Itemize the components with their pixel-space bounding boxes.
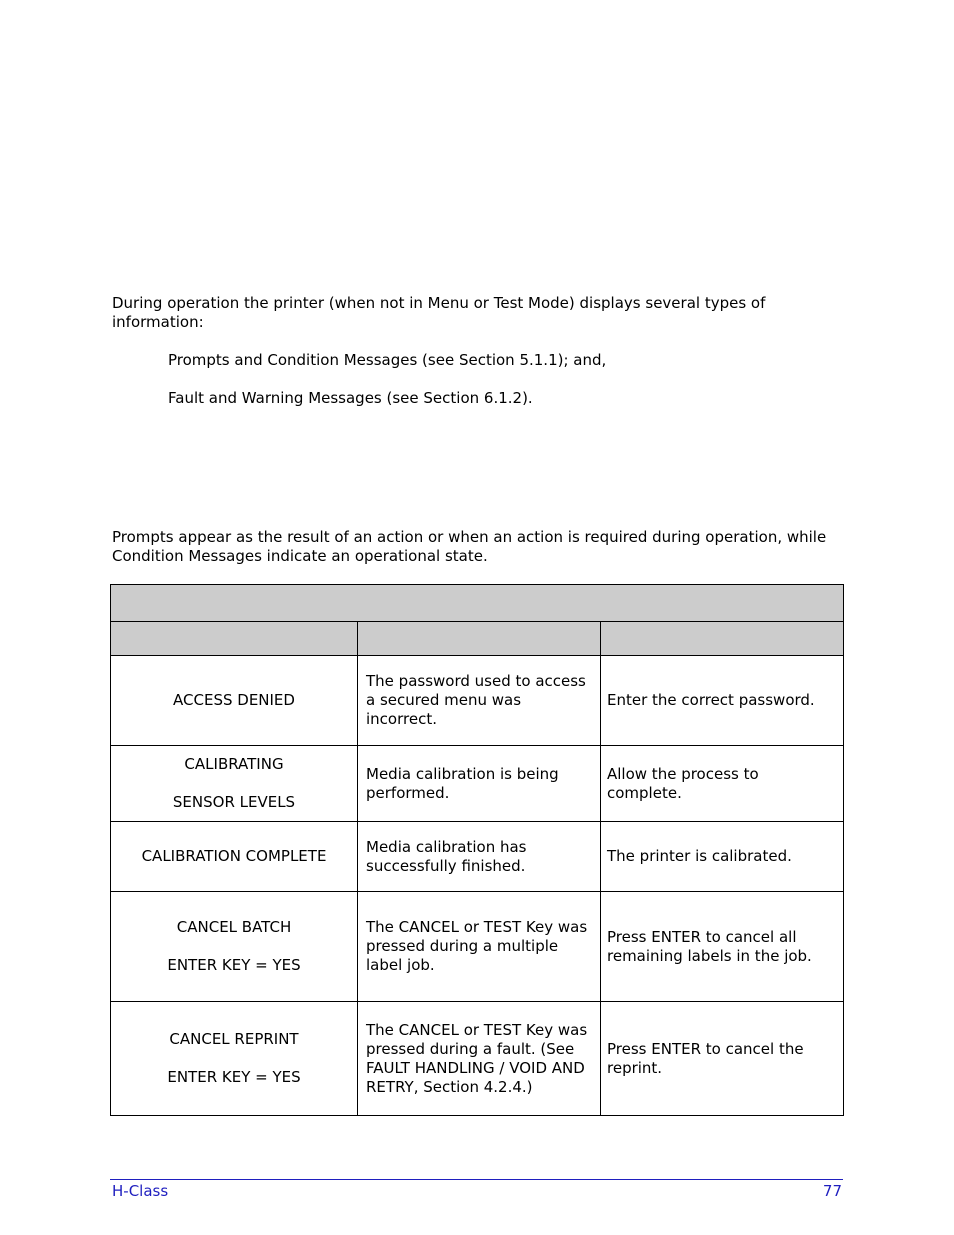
table-title: [111, 585, 844, 622]
action-cell: Allow the process to complete.: [601, 746, 844, 822]
description-cell: The CANCEL or TEST Key was pressed during a fault. (See FAULT HANDLING / VOID AND RETRY, Section 4.2.4.): [358, 1002, 601, 1116]
message-line: CALIBRATING: [184, 755, 284, 773]
message-cell: [111, 656, 358, 746]
bullet-faults: Fault and Warning Messages (see Section 6.1.2).: [168, 389, 533, 407]
action-cell: Enter the correct password.: [601, 656, 844, 746]
message-line: CALIBRATION COMPLETE: [141, 847, 327, 865]
action-cell: Press ENTER to cancel the reprint.: [601, 1002, 844, 1116]
header-message: [111, 622, 358, 656]
action-cell: Press ENTER to cancel all remaining labels in the job.: [601, 892, 844, 1002]
footer-product: H-Class: [112, 1182, 169, 1200]
message-line: CANCEL BATCH: [176, 918, 292, 936]
action-cell: The printer is calibrated.: [601, 822, 844, 892]
message-cell: [111, 822, 358, 892]
description-cell: The password used to access a secured menu was incorrect.: [358, 656, 601, 746]
message-line: ENTER KEY = YES: [167, 1068, 301, 1086]
message-line: ENTER KEY = YES: [167, 956, 301, 974]
message-cell: [111, 892, 358, 1002]
messages-table: [110, 584, 844, 1116]
table-header-row: [111, 622, 844, 656]
message-line: SENSOR LEVELS: [172, 793, 296, 811]
intro-paragraph: During operation the printer (when not in Menu or Test Mode) displays several types of information:: [112, 294, 766, 331]
table-row: [111, 656, 844, 746]
message-line: ACCESS DENIED: [173, 691, 295, 709]
description-cell: Media calibration is being performed.: [358, 746, 601, 822]
page-number: 77: [822, 1182, 842, 1200]
prompts-paragraph: Prompts appear as the result of an action or when an action is required during operation, while Condition Messages indicate an operational state.: [112, 528, 827, 565]
message-cell: [111, 746, 358, 822]
footer-rule: [110, 1179, 843, 1180]
table-title-row: [111, 585, 844, 622]
description-cell: The CANCEL or TEST Key was pressed during a multiple label job.: [358, 892, 601, 1002]
table-row: [111, 1002, 844, 1116]
header-action: [601, 622, 844, 656]
bullet-prompts: Prompts and Condition Messages (see Section 5.1.1); and,: [168, 351, 607, 369]
message-line: CANCEL REPRINT: [169, 1030, 299, 1048]
description-cell: Media calibration has successfully finished.: [358, 822, 601, 892]
table-row: [111, 746, 844, 822]
table-row: [111, 822, 844, 892]
message-cell: [111, 1002, 358, 1116]
table-row: [111, 892, 844, 1002]
header-description: [358, 622, 601, 656]
